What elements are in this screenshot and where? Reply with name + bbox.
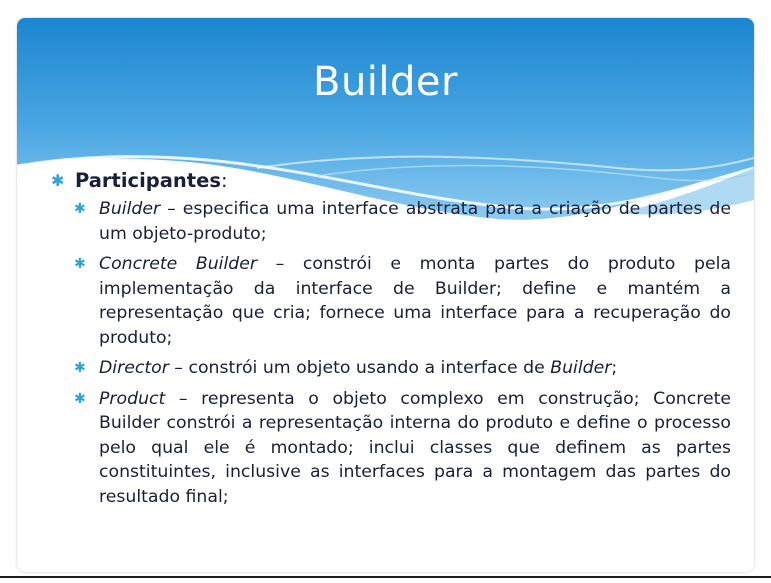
bullet-participantes: ✱ Participantes: [51, 167, 731, 195]
list-item-director: ✱ Director – constrói um objeto usando a interface de Builder; [74, 356, 731, 381]
item-text: – constrói um objeto usando a interface de [168, 358, 551, 378]
item-text: – especifica uma interface abstrata para a criação de partes de um objeto-produto; [99, 199, 731, 244]
item-text: – constrói e monta partes do produto pela implementação da interface de Builder; define e mantém a representação que cria; fornece uma interface para a recuperação do produto; [99, 254, 731, 348]
item-term: Builder [99, 199, 161, 219]
slide-title: Builder [313, 59, 458, 105]
asterisk-bullet-icon: ✱ [74, 201, 86, 217]
list-item-product [74, 387, 731, 510]
slide [17, 18, 754, 572]
asterisk-bullet-icon: ✱ [74, 360, 86, 376]
section-label: Participantes [75, 169, 221, 192]
asterisk-bullet-icon: ✱ [74, 390, 86, 407]
asterisk-bullet-icon: ✱ [74, 256, 86, 272]
item-term: Concrete Builder [99, 254, 257, 274]
slide-body [51, 167, 731, 515]
list-item-concrete-builder [74, 252, 731, 350]
item-term-secondary: Builder [550, 358, 612, 378]
item-term: Product [99, 388, 166, 409]
item-term: Director [99, 358, 169, 378]
list-item-builder [74, 197, 731, 246]
bottom-divider [0, 576, 771, 578]
item-text: – representa o objeto complexo em construção; Concrete Builder constrói a representação interna do produto e define o processo pelo qual ele é montado; inclui classes que definem as partes constituintes, inclusive as interfaces para a montagem das partes do resultado final; [99, 388, 731, 507]
asterisk-bullet-icon: ✱ [51, 171, 65, 190]
